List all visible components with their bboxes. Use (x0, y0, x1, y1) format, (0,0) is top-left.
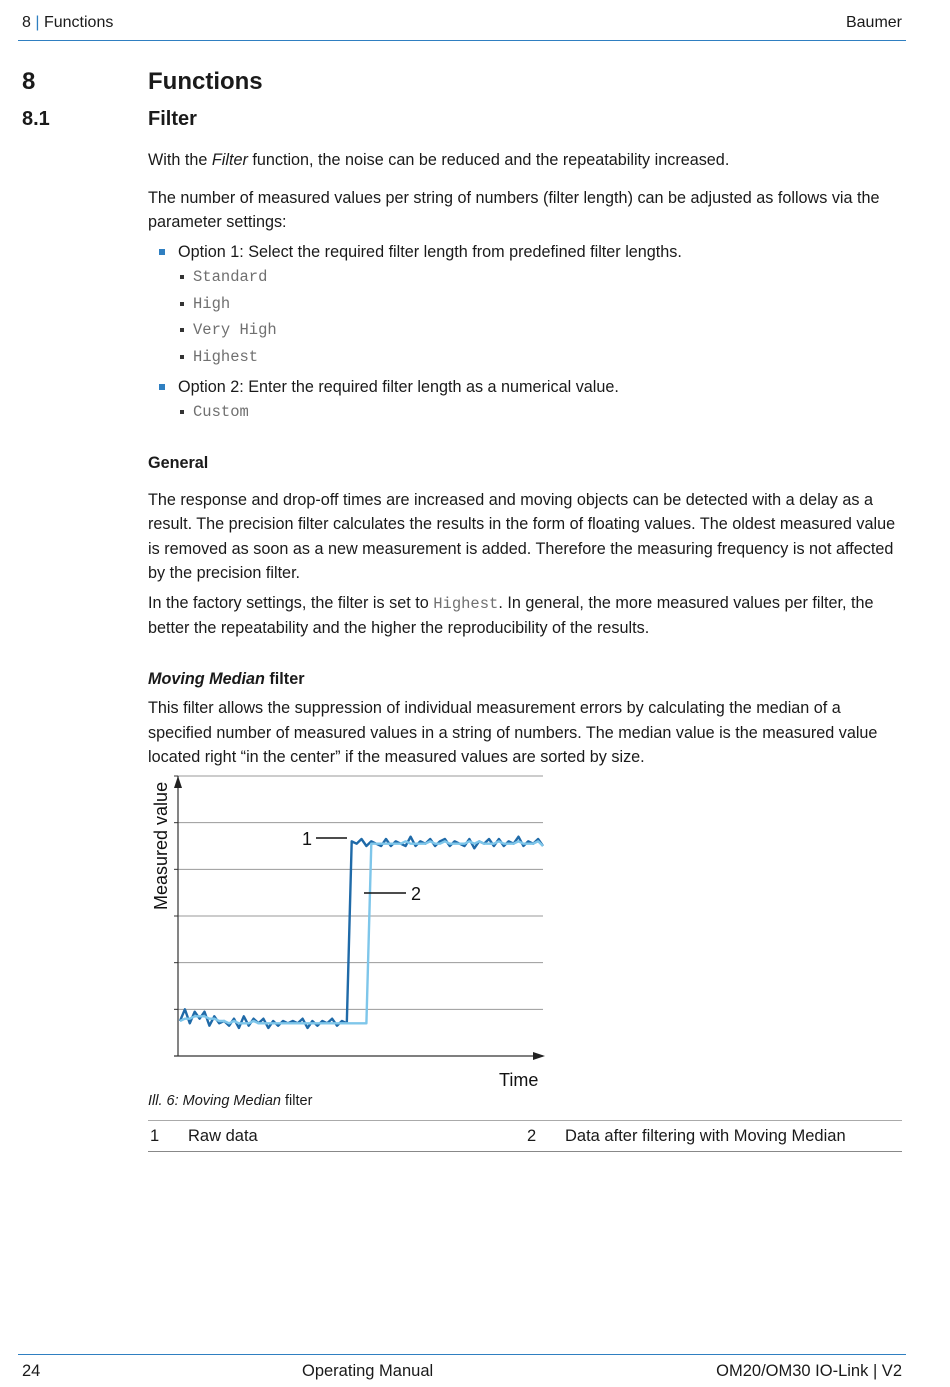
series-line-2 (180, 841, 543, 1023)
option-value: High (148, 291, 898, 318)
y-axis-label: Measured value (151, 781, 171, 910)
heading-1-title: Functions (148, 68, 263, 95)
bullet-dot-icon (180, 275, 184, 279)
footer-doc-type: Operating Manual (302, 1362, 434, 1380)
general-paragraph-2: In the factory settings, the filter is set to Highest. In general, the more measured values per filter, the better the repeatability and the higher the reproducibility of the results. (148, 593, 874, 638)
footer-page-number: 24 (22, 1362, 41, 1380)
option-1-values (148, 264, 898, 371)
series-line-1 (180, 837, 543, 1028)
general-heading: General (148, 454, 209, 473)
page-footer (18, 1354, 906, 1385)
x-axis-label: Time (499, 1070, 539, 1090)
params-paragraph: The number of measured values per string of numbers (filter length) can be adjusted as follows via the parameter settings: (148, 188, 880, 231)
moving-median-paragraph: This filter allows the suppression of individual measurement errors by calculating the median of a specified number of measured values in a string of numbers. The median value is the measured value located right “in the center” if the measured values are sorted by size. (148, 699, 878, 767)
general-paragraph-1: The response and drop-off times are increased and moving objects can be detected with a delay as a result. The precision filter calculates the results in the form of floating values. The oldest measured value is removed as soon as a new measurement is added. Therefore the measuring frequency is not affected by the precision filter. (148, 490, 896, 583)
callout-2-label: 2 (411, 884, 422, 904)
option-value: Very High (148, 317, 898, 344)
callout-1-label: 1 (302, 829, 313, 849)
heading-1-number: 8 (22, 68, 36, 95)
section-body (148, 148, 898, 770)
legend-label-2: Data after filtering with Moving Median (565, 1127, 846, 1145)
bullet-dot-icon (180, 302, 184, 306)
option-2-item: Option 2: Enter the required filter length as a numerical value. (148, 375, 898, 400)
x-axis-arrow-icon (533, 1052, 545, 1060)
bullet-square-icon (159, 249, 165, 255)
footer-product: OM20/OM30 IO-Link | V2 (716, 1362, 902, 1380)
intro-paragraph: With the Filter function, the noise can be reduced and the repeatability increased. (148, 151, 730, 169)
figure-caption: Ill. 6: Moving Median filter (148, 1093, 313, 1109)
bullet-dot-icon (180, 410, 184, 414)
moving-median-heading: Moving Median filter (148, 669, 305, 688)
option-value: Highest (148, 344, 898, 371)
heading-2-title: Filter (148, 108, 197, 130)
y-axis-arrow-icon (174, 776, 182, 788)
header-brand: Baumer (845, 14, 902, 31)
legend-num-1: 1 (150, 1127, 160, 1145)
option-1-item: Option 1: Select the required filter length from predefined filter lengths. (148, 240, 898, 265)
bullet-dot-icon (180, 328, 184, 332)
legend-label-1: Raw data (188, 1127, 258, 1145)
heading-2-number: 8.1 (22, 108, 50, 130)
header-chapter: 8 | Functions (22, 14, 114, 31)
page-header (18, 12, 906, 41)
figure-legend (148, 1120, 902, 1152)
option-value: Custom (148, 399, 898, 426)
bullet-square-icon (159, 384, 165, 390)
bullet-dot-icon (180, 355, 184, 359)
option-value: Standard (148, 264, 898, 291)
legend-num-2: 2 (527, 1127, 537, 1145)
